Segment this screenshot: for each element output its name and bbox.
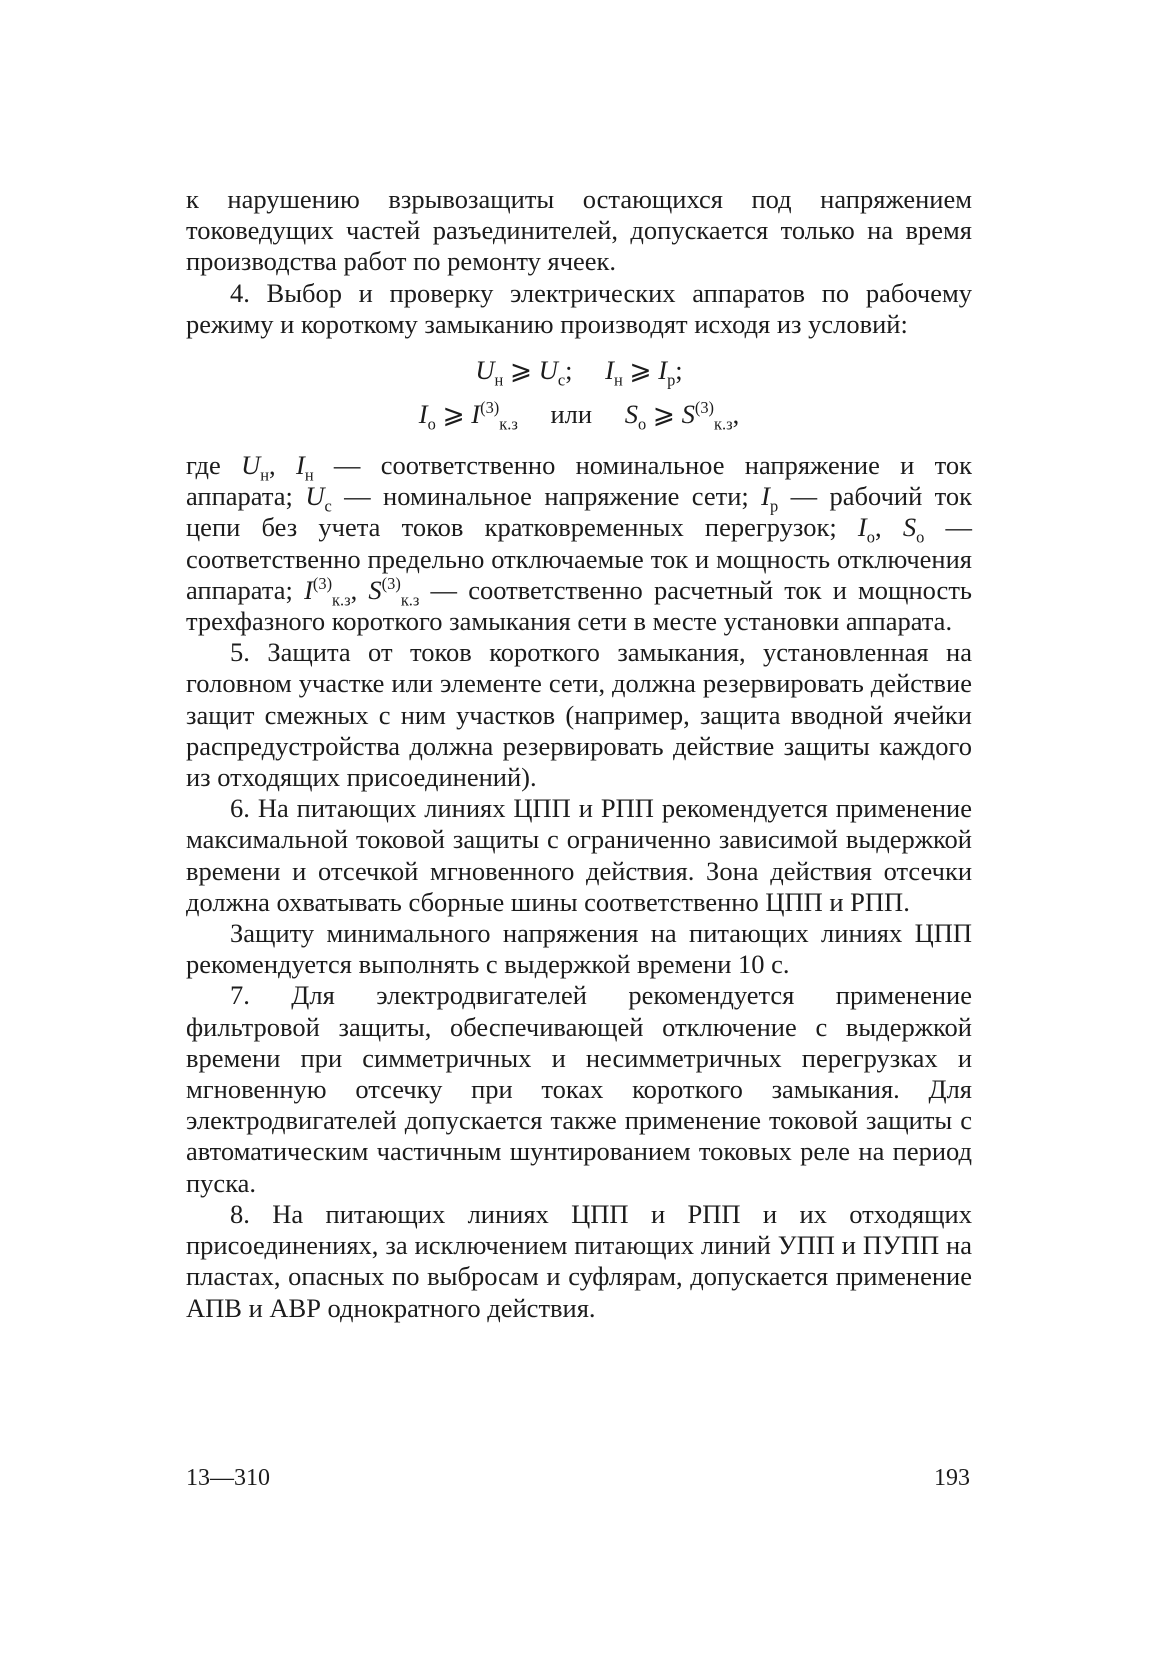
- printer-signature: 13—310: [186, 1465, 270, 1491]
- formula-block: [186, 348, 972, 436]
- paragraph-5: 5. Защита от токов короткого замыкания, установленная на головном участке или элементе сети, должна резервировать действие защит смежных с ним участков (например, защита вводной ячейки распредустройства должна резервировать действие защиты каждого из отходящих присоединений).: [186, 637, 972, 793]
- paragraph-6: 6. На питающих линиях ЦПП и РПП рекомендуется применение максимальной токовой защиты с ограниченно зависимой выдержкой времени и отсечкой мгновенного действия. Зона действия отсечки должна охватывать сборные шины соответственно ЦПП и РПП.: [186, 793, 972, 917]
- body-text: [186, 184, 972, 1324]
- paragraph-continuation: к нарушению взрывозащиты остающихся под напряжением токоведущих частей разъединителей, допускается только на время производства работ по ремонту ячеек.: [186, 184, 972, 277]
- formula-line-1: $U_н$ ⩾ $U_с$; $I_н$ ⩾ $I_р$;: [475, 355, 683, 390]
- paragraph-6-continued: Защиту минимального напряжения на питающих линиях ЦПП рекомендуется выполнять с выдержкой времени 10 с.: [186, 918, 972, 980]
- paragraph-7: 7. Для электродвигателей рекомендуется применение фильтровой защиты, обеспечивающей отключение с выдержкой времени при симметричных и несимметричных перегрузках и мгновенную отсечку при токах короткого замыкания. Для электродвигателей допускается также применение токовой защиты с автоматическим частичным шунтированием токовых реле на период пуска.: [186, 980, 972, 1198]
- page-number: 193: [934, 1465, 970, 1491]
- symbols-explanation: где $U_н$, $I_н$ — соответственно номинальное напряжение и ток аппарата; $U_с$ — номинальное напряжение сети; $I_р$ — рабочий ток цепи без учета токов кратковременных перегрузок; $I_о$, $S_о$ — соответственно предельно отключаемые ток и мощность отключения аппарата; $I^{(3)}_{к.з}$, $S^{(3)}_{к.з}$ — соответственно расчетный ток и мощность трехфазного короткого замыкания сети в месте установки аппарата.: [186, 450, 973, 637]
- paragraph-4: 4. Выбор и проверку электрических аппаратов по рабочему режиму и короткому замыканию производят исходя из условий:: [186, 277, 972, 339]
- paragraph-8: 8. На питающих линиях ЦПП и РПП и их отходящих присоединениях, за исключением питающих линий УПП и ПУПП на пластах, опасных по выбросам и суфлярам, допускается применение АПВ и АВР однократного действия.: [186, 1198, 972, 1323]
- formula-line-2: $I_о$ ⩾ $I^{(3)}_{к.з}$ или $S_о$ ⩾ $S^{(3)}_{к.з}$,: [418, 398, 740, 434]
